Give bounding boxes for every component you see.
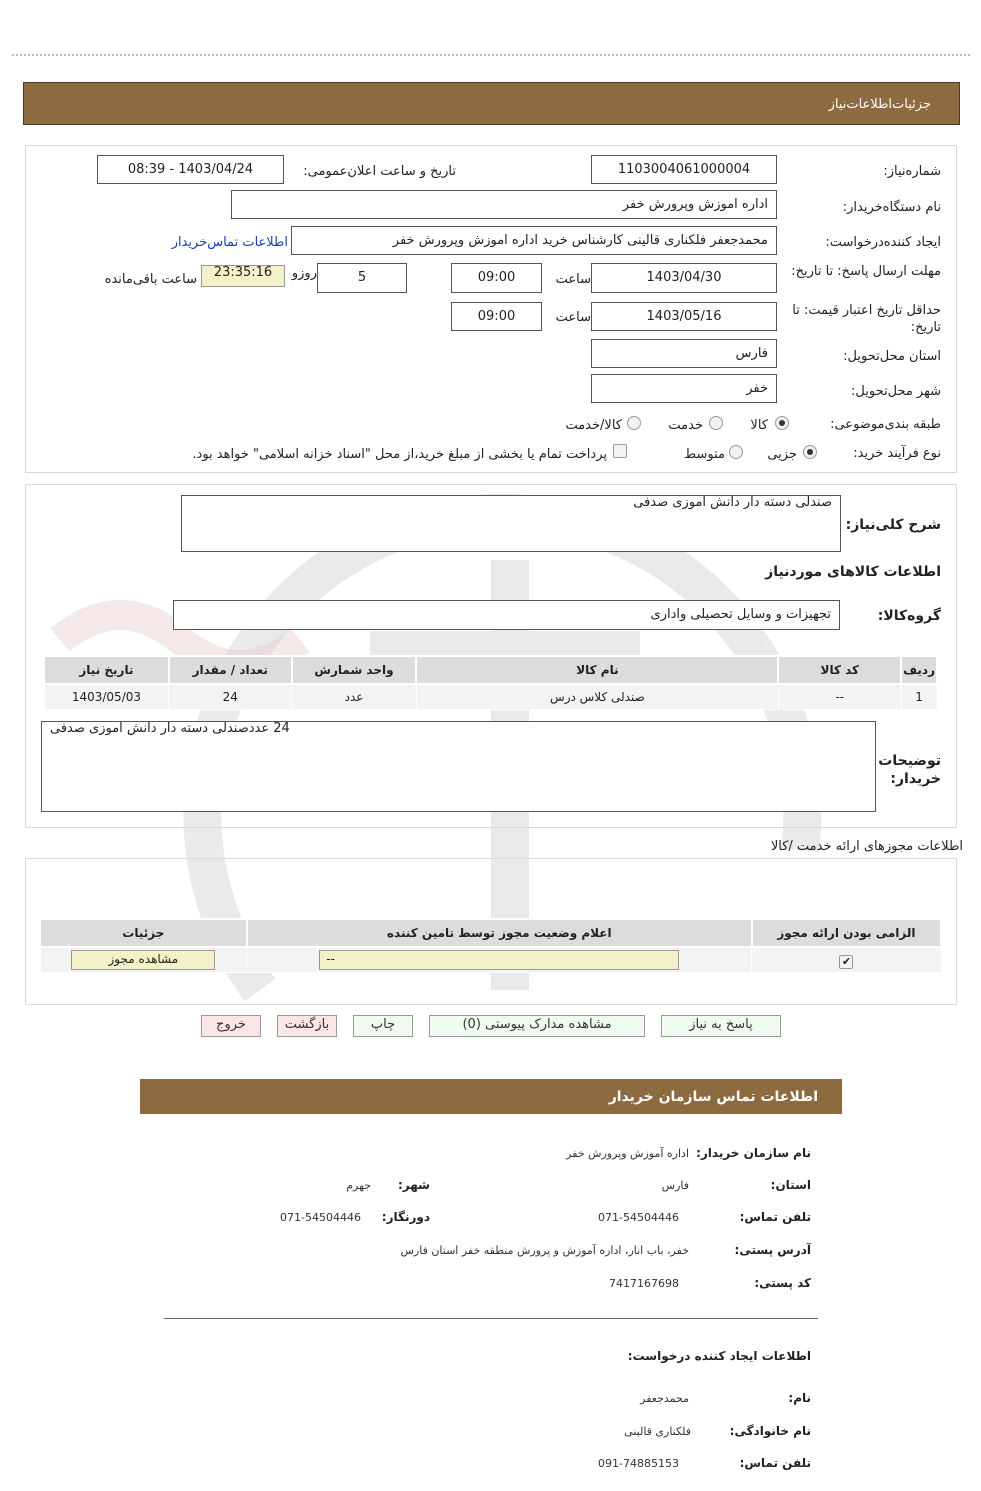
- contact-address-label: آدرس پستی:: [734, 1243, 811, 1257]
- category-option-goods-service: کالا/خدمت: [565, 418, 622, 433]
- contact-fax-value: 071-54504446: [280, 1211, 361, 1224]
- days-field: 5: [317, 263, 407, 293]
- permits-title: اطلاعات مجوزهای ارائه خدمت /کالا: [770, 839, 963, 854]
- cell-permit-status: [247, 947, 752, 972]
- category-option-service: خدمت: [668, 418, 703, 433]
- cell-qty: 24: [169, 684, 292, 709]
- reply-deadline-label: مهلت ارسال پاسخ: تا تاریخ:: [791, 264, 941, 279]
- contact-postal-value: 7417167698: [609, 1277, 679, 1290]
- process-option-partial: جزیی: [767, 447, 797, 462]
- view-permit-button[interactable]: مشاهده مجوز: [71, 950, 215, 970]
- cell-name: صندلی کلاس درس: [416, 684, 778, 709]
- creator-name-label: نام:: [788, 1391, 811, 1405]
- creator-info-title: اطلاعات ایجاد کننده درخواست:: [627, 1349, 811, 1363]
- city-field: خفر: [591, 374, 777, 403]
- col-permit-details: جزئیات: [40, 919, 247, 947]
- reply-date-field: 1403/04/30: [591, 263, 777, 293]
- price-time-label: ساعت: [555, 310, 591, 325]
- category-option-goods: کالا: [750, 418, 768, 433]
- buyer-notes-text: 24 عددصندلی دسته دار دانش اموزی صدفی: [50, 721, 290, 736]
- cell-code: --: [778, 684, 901, 709]
- col-unit: واحد شمارش: [292, 656, 417, 684]
- cell-unit: عدد: [292, 684, 417, 709]
- col-name: نام کالا: [416, 656, 778, 684]
- contact-title: اطلاعات تماس سازمان خریدار: [608, 1089, 818, 1105]
- top-divider: [12, 54, 970, 56]
- province-label: استان محل‌تحویل:: [843, 349, 941, 364]
- contact-postal-label: کد پستی:: [754, 1276, 811, 1290]
- announce-label: تاریخ و ساعت اعلان‌عمومی:: [303, 164, 456, 179]
- need-number-label: شماره‌نیاز:: [883, 164, 941, 179]
- cell-permit-details: [40, 947, 247, 972]
- remaining-label: ساعت باقی‌مانده: [104, 272, 197, 287]
- permit-required-checkbox[interactable]: ✔: [839, 955, 853, 969]
- creator-family-label: نام خانوادگی:: [729, 1424, 811, 1438]
- contact-city-value: جهرم: [346, 1179, 371, 1192]
- buyer-notes-field: [41, 721, 876, 812]
- city-label: شهر محل‌تحویل:: [851, 384, 941, 399]
- page-header: [23, 82, 960, 125]
- goods-info-title: اطلاعات کالاهای مورد‌نیاز: [765, 564, 941, 580]
- cell-date: 1403/05/03: [44, 684, 169, 709]
- col-row: ردیف: [901, 656, 937, 684]
- cell-row: 1: [901, 684, 937, 709]
- contact-org-label: نام سازمان خریدار:: [696, 1146, 811, 1160]
- need-number-field: 1103004061000004: [591, 155, 777, 184]
- reply-button[interactable]: پاسخ به نیاز: [661, 1015, 781, 1037]
- col-permit-required: الزامی بودن ارائه مجوز: [752, 919, 941, 947]
- creator-phone-label: تلفن تماس:: [739, 1456, 811, 1470]
- contact-city-label: شهر:: [398, 1178, 430, 1192]
- table-row: [40, 947, 941, 972]
- attachments-button[interactable]: مشاهده مدارک پیوستی (0): [429, 1015, 645, 1037]
- creator-name-value: محمدجعفر: [640, 1392, 689, 1405]
- col-permit-status: اعلام وضعیت مجوز توسط تامین کننده: [247, 919, 752, 947]
- col-date: تاریخ نیاز: [44, 656, 169, 684]
- contact-fax-label: دورنگار:: [381, 1210, 430, 1224]
- process-option-medium: متوسط: [684, 447, 725, 462]
- exit-button[interactable]: خروج: [201, 1015, 261, 1037]
- page-title: جزئیات‌اطلاعات‌نیاز: [828, 97, 931, 112]
- contact-province-label: استان:: [770, 1178, 811, 1192]
- announce-datetime-field: 1403/04/24 - 08:39: [97, 155, 284, 184]
- treasury-note: پرداخت تمام یا بخشی از مبلغ خرید،از محل "اسناد خزانه اسلامی" خواهد بود.: [192, 447, 607, 462]
- creator-family-value: فلکناری قالینی: [624, 1425, 691, 1438]
- category-radio-goods-service[interactable]: [627, 416, 641, 430]
- price-validity-label: حداقل تاریخ اعتبار قیمت: تا تاریخ:: [792, 303, 941, 335]
- print-button[interactable]: چاپ: [353, 1015, 413, 1037]
- reply-time-label: ساعت: [555, 272, 591, 287]
- col-qty: تعداد / مقدار: [169, 656, 292, 684]
- contact-phone-label: تلفن تماس:: [739, 1210, 811, 1224]
- cell-permit-required: [752, 947, 941, 972]
- process-label: نوع فرآیند خرید:: [853, 446, 941, 461]
- creator-phone-value: 091-74885153: [598, 1457, 679, 1470]
- col-code: کد کالا: [778, 656, 901, 684]
- permits-table: [39, 918, 942, 973]
- buyer-contact-link[interactable]: اطلاعات تماس‌خریدار: [171, 235, 288, 250]
- creator-field: محمدجعفر فلکناری قالینی کارشناس خرید اداره اموزش وپرورش خفر: [291, 226, 777, 255]
- buyer-notes-label: توضیحات خریدار:: [878, 753, 941, 787]
- remaining-time-field: 23:35:16: [201, 265, 285, 287]
- contact-phone-value: 071-54504446: [598, 1211, 679, 1224]
- goods-table: [43, 655, 938, 710]
- creator-label: ایجاد کننده‌درخواست:: [825, 235, 941, 250]
- category-radio-goods[interactable]: [775, 416, 789, 430]
- days-label: روزو: [291, 266, 317, 281]
- permit-status-field[interactable]: --: [319, 950, 679, 970]
- goods-group-field: تجهیزات و وسایل تحصیلی واداری: [173, 600, 840, 630]
- goods-group-label: گروه‌کالا:: [877, 608, 941, 624]
- table-row: [44, 684, 937, 709]
- contact-province-value: فارس: [661, 1179, 689, 1192]
- category-radio-service[interactable]: [709, 416, 723, 430]
- contact-header: [140, 1079, 842, 1114]
- buyer-org-label: نام دستگاه‌خریدار:: [842, 200, 941, 215]
- contact-address-value: خفر، باب انار، اداره آموزش و پرورش منطقه خفر استان فارس: [400, 1244, 689, 1257]
- process-radio-medium[interactable]: [729, 445, 743, 459]
- buyer-org-field: اداره اموزش وپرورش خفر: [231, 190, 777, 219]
- province-field: فارس: [591, 339, 777, 368]
- reply-time-field: 09:00: [451, 263, 542, 293]
- price-time-field: 09:00: [451, 302, 542, 331]
- category-label: طبقه بندی‌موضوعی:: [830, 417, 941, 432]
- treasury-checkbox[interactable]: [613, 444, 627, 458]
- contact-org-value: اداره آموزش وپرورش خفر: [566, 1147, 689, 1160]
- process-radio-partial[interactable]: [803, 445, 817, 459]
- contact-divider: [164, 1318, 818, 1319]
- price-date-field: 1403/05/16: [591, 302, 777, 331]
- general-desc-label: شرح کلی‌نیاز:: [845, 517, 941, 533]
- general-desc-field: صندلی دسته دار دانش اموزی صدفی: [181, 495, 841, 552]
- back-button[interactable]: بازگشت: [277, 1015, 337, 1037]
